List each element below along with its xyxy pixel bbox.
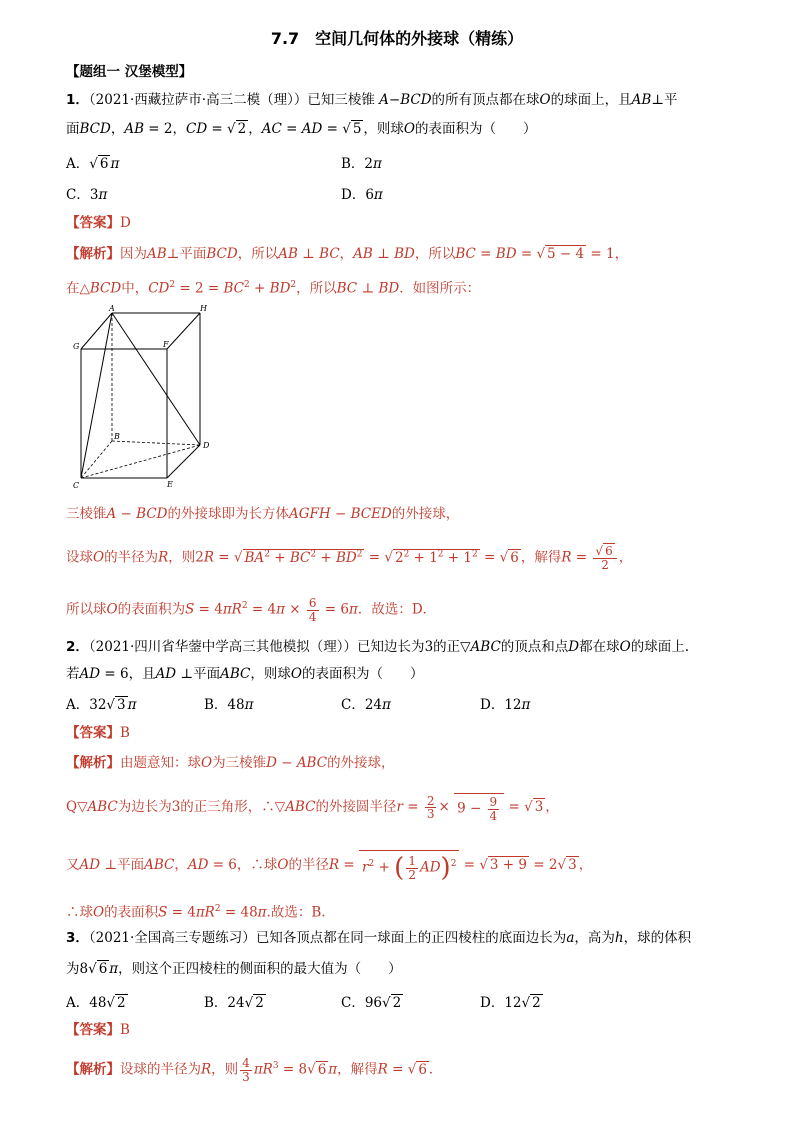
q2-option-d: D．12π xyxy=(480,697,531,713)
q1-option-d: D．6π xyxy=(341,187,383,203)
vertex-label-f: F xyxy=(163,340,169,349)
q2-option-b: B．48π xyxy=(204,697,254,713)
q2-stem-line2: 若AD = 6，且AD ⊥平面ABC，则球O的表面积为（ ） xyxy=(66,666,424,682)
q1-solution-line3: 三棱锥A − BCD的外接球即为长方体AGFH − BCED的外接球， xyxy=(66,506,460,522)
q2-solution-line3: 又AD ⊥平面ABC，AD = 6，∴球O的半径$R = r^2$ + ( $\frac{1}{2}$ AD)$^2$ = √ 3 + 9 = 2√ 3 ， xyxy=(66,850,592,881)
q2-stem-line1: 2．（2021·四川省华蓥中学高三其他模拟（理））已知边长为3的正▽ABC的顶点和点D都在球O的球面上. xyxy=(66,639,689,655)
q1-stem-line2: 面BCD，AB = 2，CD = √ 2 ，AC = AD = √ 5 ，则球O的表面积为（ ） xyxy=(66,121,537,137)
q3-option-a: A．48√ 2 xyxy=(66,995,126,1011)
q2-solution-line1: 【解析】由题意知：球O为三棱锥D − ABC的外接球， xyxy=(66,755,395,771)
vertex-label-a: A xyxy=(109,305,115,313)
vertex-label-e: E xyxy=(167,480,173,489)
vertex-label-d: D xyxy=(203,441,210,450)
q1-option-b: B．2π xyxy=(341,156,382,172)
q1-solution-line5: 所以球O的表面积为$S = 4\pi R^2 = 4\pi$ × $\frac{6}{4}$ = 6π．故选：D． xyxy=(66,595,437,624)
vertex-label-g: G xyxy=(73,342,80,351)
vertex-label-h: H xyxy=(200,305,207,313)
q1-solution-line4: 设球O的半径为R，则2R = √ $BA^2 + BC^2 + BD^2$ = √ $2^2 + 1^2 + 1^2$ = √ 6 ，解得R = $\frac{√ 6}{2}$ ， xyxy=(66,543,633,572)
q3-stem-line2: 为8√ 6 π，则这个正四棱柱的侧面积的最大值为（ ） xyxy=(66,961,402,977)
q3-option-d: D．12√ 2 xyxy=(480,995,541,1011)
vertex-label-b: B xyxy=(114,432,120,441)
q1-option-c: C．3π xyxy=(66,187,108,203)
q1-option-a: A．√ 6 π xyxy=(66,156,120,172)
q1-solution-line2: 在△BCD中，$CD^2 = 2 = BC^2 + BD^2$，所以BC ⊥ BD．如图所示： xyxy=(66,280,481,297)
q1-solution-line1: 【解析】因为AB⊥平面BCD，所以AB ⊥ BC，AB ⊥ BD，所以BC = BD = √ 5 − 4 = 1， xyxy=(66,246,629,262)
q3-answer: 【答案】B xyxy=(66,1022,130,1038)
q1-stem-line1: 1．（2021·西藏拉萨市·高三二模（理））已知三棱锥 A−BCD的所有顶点都在球O的球面上，且AB⊥平 xyxy=(66,92,678,108)
vertex-label-c: C xyxy=(73,481,80,490)
q2-solution-line2: Q▽ABC为边长为3的正三角形，∴▽ABC的外接圆半径r = $\frac{2}{3}$ × 9 − $\frac{9}{4}$ = √ 3 ， xyxy=(66,793,559,823)
q2-option-a: A．32√ 3 π xyxy=(66,697,137,713)
q1-answer: 【答案】D xyxy=(66,215,131,231)
cuboid-figure xyxy=(66,305,216,495)
page-title: 7.7 空间几何体的外接球（精练） xyxy=(270,29,524,48)
q3-solution-line1: 【解析】设球的半径为R，则 $\frac{4}{3}$ $\pi R^3 = 8√$ 6 π，解得R = √ 6 ． xyxy=(66,1055,443,1084)
q3-option-c: C．96√ 2 xyxy=(341,995,402,1011)
q3-option-b: B．24√ 2 xyxy=(204,995,264,1011)
q2-solution-line4: ∴球O的表面积$S = 4\pi R^2 = 48\pi$.故选：B. xyxy=(66,904,326,921)
group-header: 【题组一 汉堡模型】 xyxy=(66,64,193,80)
q3-stem-line1: 3．（2021·全国高三专题练习）已知各顶点都在同一球面上的正四棱柱的底面边长为a，高为h，球的体积 xyxy=(66,930,692,946)
q2-option-c: C．24π xyxy=(341,697,391,713)
q2-answer: 【答案】B xyxy=(66,725,130,741)
